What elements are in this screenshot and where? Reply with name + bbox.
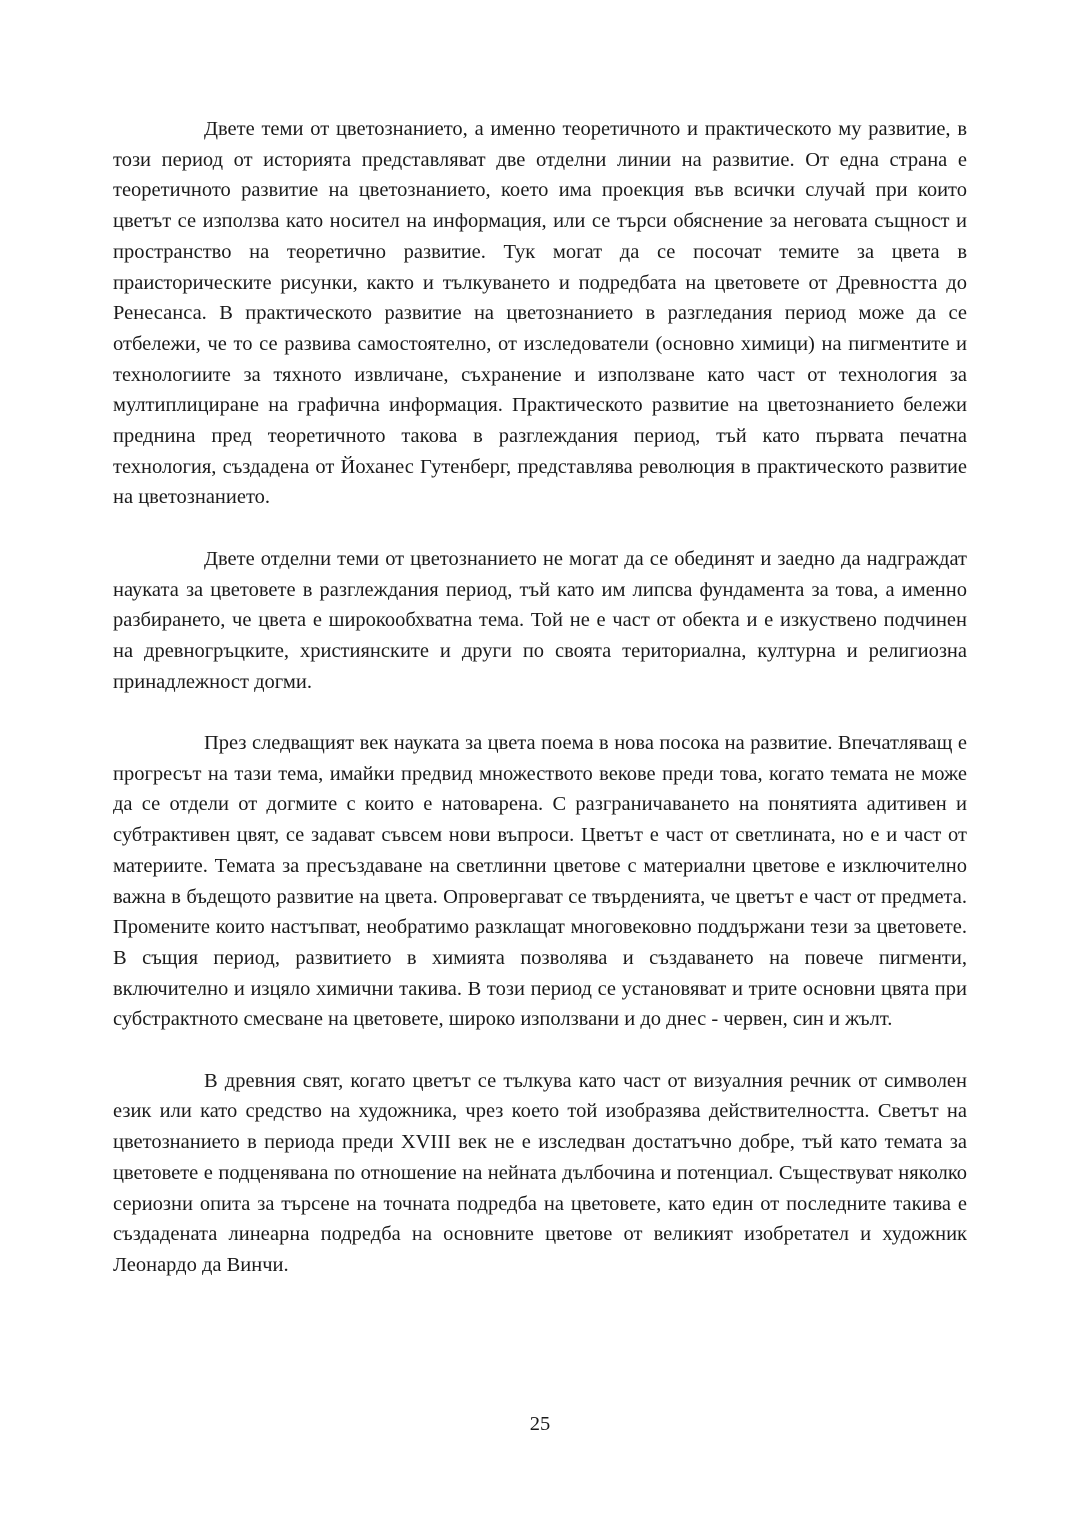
paragraph-1: Двете теми от цветознанието, а именно теоретичното и практическото му развитие, в този период от историята представляват две отделни линии на развитие. От една страна е теоретичното развитие на цветознанието, което има проекция във всички случай при които цветът се използва като носител на информация, или се търси обяснение за неговата същност и пространство на теоретично развитие. Тук могат да се посочат темите за цвета в праисторическите рисунки, както и тълкуването и подредбата на цветовете от Древността до Ренесанса. В практическото развитие на цветознанието в разгледания период може да се отбележи, че то се развива самостоятелно, от изследователи (основно химици) на пигментите и технологиите за тяхното извличане, съхранение и използване като част от технология за мултиплициране на графична информация. Практическото развитие на цветознанието бележи преднина пред теоретичното такова в разглеждания период, тъй като първата печатна технология, създадена от Йоханес Гутенберг, представлява революция в практическото развитие на цветознанието. xyxy=(113,118,967,509)
paragraph-4: В древния свят, когато цветът се тълкува като част от визуалния речник от символен език или като средство на художника, чрез което той изобразява действителността. Светът на цветознанието в периода преди XVIII век не е изследван достатъчно добре, тъй като темата за цветовете е подценявана по отношение на нейната дълбочина и потенциал. Съществуват няколко сериозни опита за търсене на точната подредба на цветовете, като един от последните такива е създадената линеарна подредба на основните цветове от великият изобретател и художник Леонардо да Винчи. xyxy=(113,1069,967,1276)
paragraph-2: Двете отделни теми от цветознанието не могат да се обединят и заедно да надграждат науката за цветовете в разглеждания период, тъй като им липсва фундамента за това, а именно разбирането, че цвета е широкообхватна тема. Той не е част от обекта и е изкуствено подчинен на древногръцките, християнските и други по своята териториална, културна и религиозна принадлежност догми. xyxy=(113,547,967,693)
body-text xyxy=(113,114,967,1311)
paragraph-3: През следващият век науката за цвета поема в нова посока на развитие. Впечатляващ е прогресът на тази тема, имайки предвид множеството векове преди това, когато темата не може да се отдели от догмите с които е натоварена. С разграничаването на понятията адитивен и субтрактивен цвят, се задават съвсем нови въпроси. Цветът е част от светлината, но е и част от материите. Темата за пресъздаване на светлинни цветове с материални цветове е изключително важна в бъдещото развитие на цвета. Опровергават се твърденията, че цветът е част от предмета. Промените които настъпват, необратимо разклащат многовековно поддържани тези за цветовете. В същия период, развитието в химията позволява и създаването на повече пигменти, включително и изцяло химични такива. В този период се установяват и трите основни цвята при субстрактното смесване на цветовете, широко използвани и до днес - червен, син и жълт. xyxy=(113,732,967,1031)
page-number: 25 xyxy=(529,1413,551,1435)
